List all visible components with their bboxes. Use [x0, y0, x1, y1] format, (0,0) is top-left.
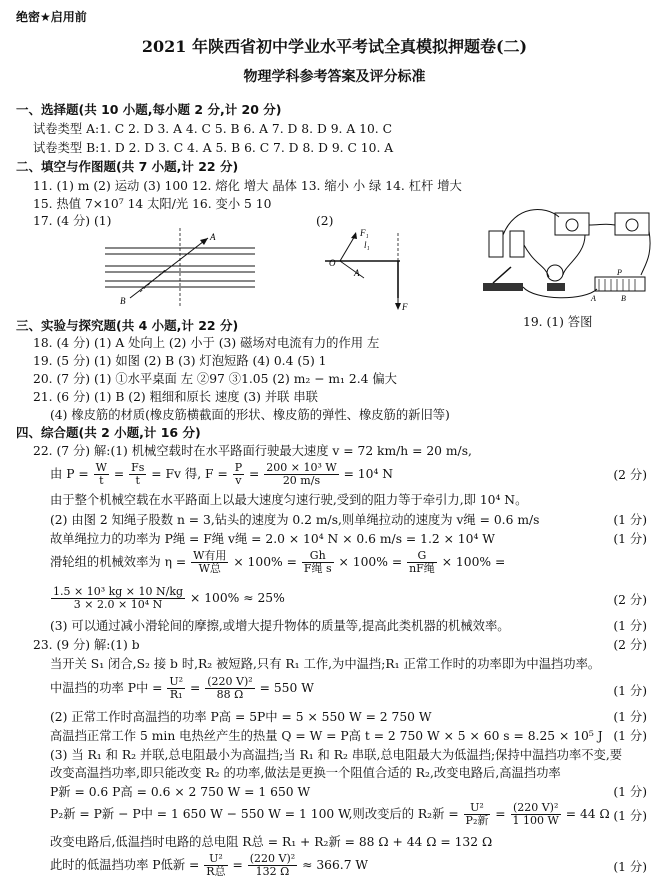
force-f1: F₁	[360, 228, 369, 238]
figure-19-caption: 19. (1) 答图	[523, 315, 593, 329]
q22-points-a: (2 分)	[613, 468, 647, 482]
q23-points-b: (1 分)	[613, 684, 647, 698]
q17-part2-label: (2)	[316, 214, 334, 228]
q21-part4: (4) 橡皮筋的材质(橡皮筋横截面的形状、橡皮筋的弹性、橡皮筋的新旧等)	[50, 408, 450, 422]
pivot-o: O	[329, 258, 336, 268]
q23-line5: 高温挡正常工作 5 min 电热丝产生的热量 Q = W = P高 t = 2 750 W × 5 × 60 s = 8.25 × 10⁵ J	[50, 729, 603, 743]
force-f: F	[402, 302, 408, 312]
q23-line11: 此时的低温挡功率 P低新 = $\frac{\text{U²}}{\text{R总}}$ = $\frac{\text{(220 V)²}}{132 \Omega}$ ≈ 366.7 W	[50, 852, 369, 878]
q22-line5: 故单绳拉力的功率为 P绳 = F绳 v绳 = 2.0 × 10⁴ N × 0.6 m/s = 1.2 × 10⁴ W	[50, 532, 495, 546]
q23-line8: P新 = 0.6 P高 = 0.6 × 2 750 W = 1 650 W	[50, 785, 311, 799]
exam-subtitle: 物理学科参考答案及评分标准	[243, 69, 426, 85]
q22-line3: 由于整个机械空载在水平路面上以最大速度匀速行驶,受到的阻力等于牵引力,即 10⁴ N。	[50, 493, 528, 507]
q20-answer: 20. (7 分) (1) ①水平桌面 左 ②97 ③1.05 (2) m₂ − m₁ 2.4 偏大	[33, 372, 397, 386]
q22-line7: $\frac{\text{1.5 × 10³ kg × 10 N/kg}}{\text{3 × 2.0 × 10⁴ N}}$ × 100% ≈ 25%	[53, 585, 285, 611]
slider-p: P	[617, 268, 622, 277]
ray-point-a: A	[210, 232, 216, 242]
q23-line6: (3) 当 R₁ 和 R₂ 并联,总电阻最小为高温挡;当 R₁ 和 R₂ 串联,总电阻最大为低温挡;保持中温挡功率不变,要	[50, 748, 623, 762]
q23-line3: 中温挡的功率 P中 = $\frac{\text{U²}}{\text{R₁}}$ = $\frac{\text{(220 V)²}}{88 \Omega}$ = 550 W	[50, 675, 314, 701]
exam-title: 2021 年陕西省初中学业水平考试全真模拟押题卷(二)	[141, 37, 528, 56]
q23-line10: 改变电路后,低温挡时电路的总电阻 R总 = R₁ + R₂新 = 88 Ω + 44 Ω = 132 Ω	[50, 835, 493, 849]
q23-points-c: (1 分)	[613, 710, 647, 724]
q23-points-e: (1 分)	[613, 785, 647, 799]
circuit-figure	[475, 205, 655, 313]
section4-heading: 四、综合题(共 2 小题,计 16 分)	[16, 425, 201, 440]
q18-answer: 18. (4 分) (1) A 处向上 (2) 小于 (3) 磁场对电流有力的作用 左	[33, 336, 380, 350]
q23-line2: 当开关 S₁ 闭合,S₂ 接 b 时,R₂ 被短路,只有 R₁ 工作,为中温挡;R₁ 正常工作时的功率即为中温挡功率。	[50, 657, 601, 671]
q22-points-d: (2 分)	[613, 593, 647, 607]
arm-l1: l₁	[364, 240, 370, 250]
q23-points-g: (1 分)	[613, 860, 647, 874]
q22-points-e: (1 分)	[613, 619, 647, 633]
q22-line8: (3) 可以通过减小滑轮间的摩擦,或增大提升物体的质量等,提高此类机器的机械效率。	[50, 619, 510, 633]
terminal-b: B	[621, 294, 626, 303]
point-a: A	[354, 268, 360, 278]
choice-answers-b: 试卷类型 B:1. D 2. D 3. C 4. A 5. B 6. C 7. D 8. D 9. C 10. A	[33, 141, 394, 155]
q21-answer: 21. (6 分) (1) B (2) 粗细和原长 速度 (3) 并联 串联	[33, 390, 318, 404]
q23-points-a: (2 分)	[613, 638, 647, 652]
q22-line6: 滑轮组的机械效率为 η = $\frac{\text{W有用}}{\text{W总}}$ × 100% = $\frac{Gh}{\text{F绳 s}}$ × 100% = $\frac{G}{\text{nF绳}}$ × 100% =	[50, 549, 506, 575]
q23-line4: (2) 正常工作时高温挡的功率 P高 = 5P中 = 5 × 550 W = 2 750 W	[50, 710, 432, 724]
section2-heading: 二、填空与作图题(共 7 小题,计 22 分)	[16, 159, 239, 174]
q23-points-d: (1 分)	[613, 729, 647, 743]
q23-line1: 23. (9 分) 解:(1) b	[33, 638, 140, 652]
q22-line1: 22. (7 分) 解:(1) 机械空载时在水平路面行驶最大速度 v = 72 km/h = 20 m/s,	[33, 444, 472, 458]
q22-line4: (2) 由图 2 知绳子股数 n = 3,钻头的速度为 0.2 m/s,则单绳拉动的速度为 v绳 = 0.6 m/s	[50, 513, 540, 527]
terminal-a: A	[591, 294, 596, 303]
fill-answers-1: 11. (1) m (2) 运动 (3) 100 12. 熔化 增大 晶体 13. 缩小 小 绿 14. 杠杆 增大	[33, 179, 462, 193]
q23-points-f: (1 分)	[613, 809, 647, 823]
choice-answers-a: 试卷类型 A:1. C 2. D 3. A 4. C 5. B 6. A 7. D 8. D 9. A 10. C	[33, 122, 393, 136]
section3-heading: 三、实验与探究题(共 4 小题,计 22 分)	[16, 318, 239, 333]
q19-answer: 19. (5 分) (1) 如图 (2) B (3) 灯泡短路 (4) 0.4 (5) 1	[33, 354, 327, 368]
q22-points-c: (1 分)	[613, 532, 647, 546]
q22-line2: 由 P = $\frac{W}{t}$ = $\frac{Fs}{t}$ = Fv 得, F = $\frac{P}{v}$ = $\frac{\text{200 × 10³ W}}{20 m/s}$ = 10⁴ N	[50, 461, 394, 487]
q17-label: 17. (4 分) (1)	[33, 214, 112, 228]
q23-line7: 改变高温挡功率,即只能改变 R₂ 的功率,做法是更换一个阻值合适的 R₂,改变电路后,高温挡功率	[50, 766, 561, 780]
refraction-figure	[100, 226, 260, 308]
ray-point-b: B	[120, 296, 126, 306]
section1-heading: 一、选择题(共 10 小题,每小题 2 分,计 20 分)	[16, 102, 282, 117]
q22-points-b: (1 分)	[613, 513, 647, 527]
lever-figure	[320, 226, 430, 312]
q23-line9: P₂新 = P新 − P中 = 1 650 W − 550 W = 1 100 W,则改变后的 R₂新 = $\frac{\text{U²}}{\text{P₂新}}$ = $\frac{\text{(220 V)²}}{1 100 W}$ = 44 Ω	[50, 801, 610, 827]
fill-answers-2: 15. 热值 7×10⁷ 14 太阳/光 16. 变小 5 10	[33, 197, 272, 211]
confidential-label: 绝密★启用前	[16, 10, 87, 24]
